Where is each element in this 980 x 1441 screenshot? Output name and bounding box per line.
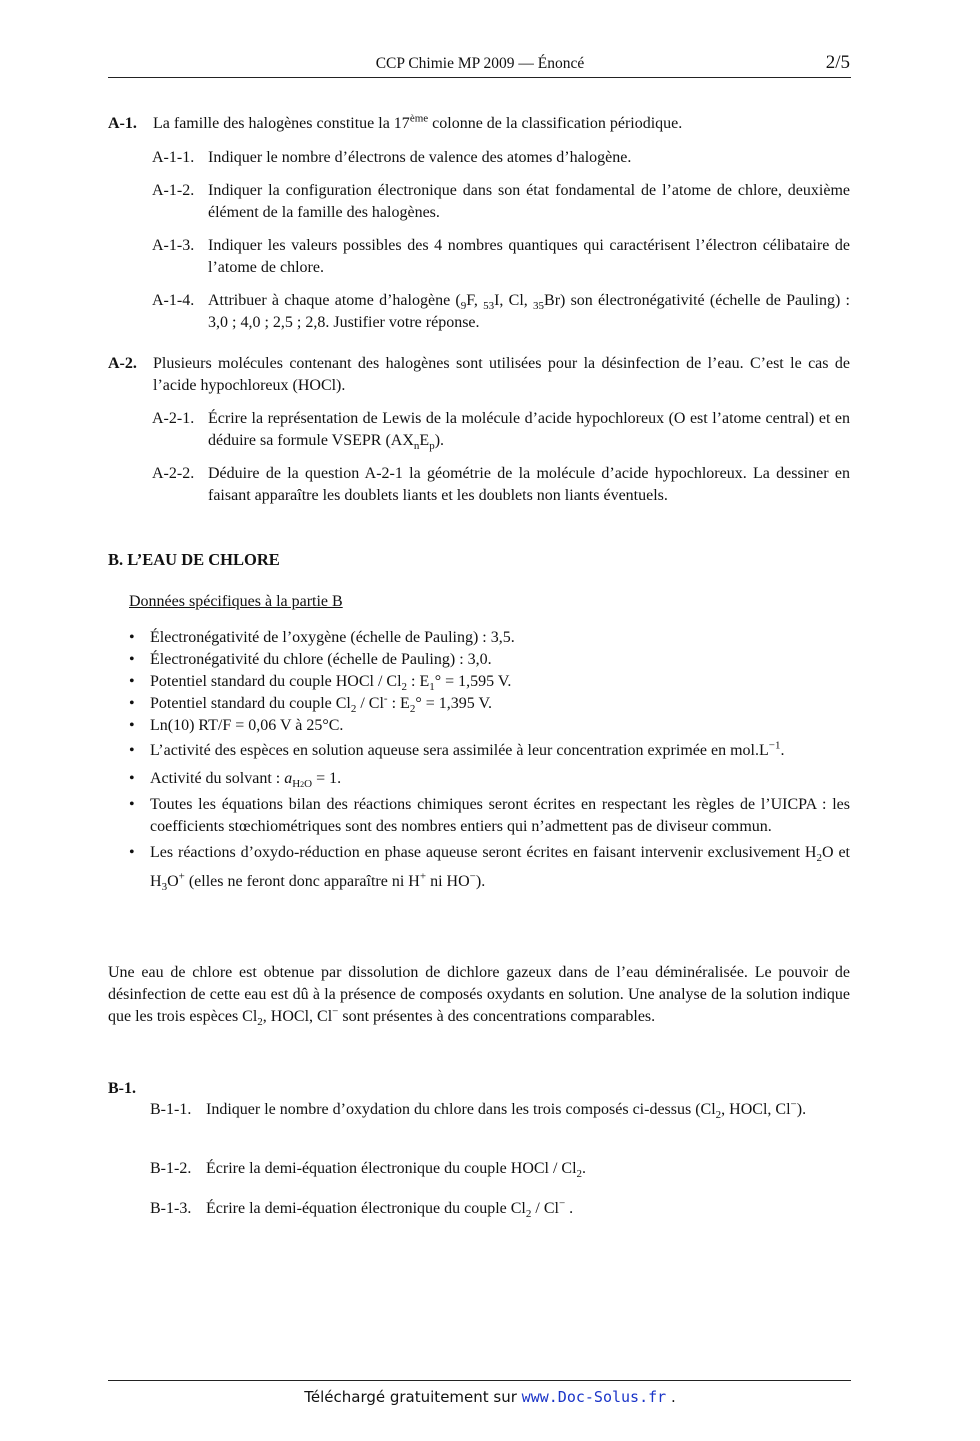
- question-label: A-1-4.: [152, 292, 195, 309]
- data-subtitle: Données spécifiques à la partie B: [129, 593, 343, 610]
- footer-link[interactable]: www.Doc-Solus.fr: [521, 1388, 667, 1406]
- question-text: Écrire la demi-équation électronique du couple $Cl_2 / Cl^-$ .: [206, 1197, 574, 1221]
- question-text: Attribuer à chaque atome d’halogène ($_9F$, $_{53}$I, Cl, $_{35}$Br) son électronégativité (échelle de Pauling) : 3,0 ; 4,0 ; 2,5 ; 2,8. Justifier votre réponse.: [208, 292, 850, 331]
- question-label: B-1-3.: [150, 1200, 192, 1217]
- question-text: Écrire la demi-équation électronique du couple HOCl / $Cl_2$.: [206, 1160, 587, 1181]
- question-a2: [108, 353, 850, 397]
- question-text: Déduire de la question A-2-1 la géométrie de la molécule d’acide hypochloreux. La dessiner en faisant apparaître les doublets liants et les doublets non liants éventuels.: [208, 465, 850, 504]
- question-b1-3: [150, 1198, 850, 1220]
- list-item: • Potentiel standard du couple $Cl_2 / Cl^-$ : $E_2^\circ = 1,395$ V.: [129, 693, 850, 715]
- question-label: B-1-2.: [150, 1160, 192, 1177]
- question-a1-1: [152, 147, 850, 169]
- question-b1-1: [150, 1097, 850, 1123]
- question-text: Plusieurs molécules contenant des halogènes sont utilisées pour la désinfection de l’eau. C’est le cas de l’acide hypochloreux (HOCl).: [153, 355, 850, 394]
- question-a1-3: [152, 235, 850, 279]
- footer-rule: [108, 1380, 851, 1381]
- question-a1-4: [152, 290, 850, 334]
- question-text: Indiquer le nombre d’électrons de valence des atomes d’halogène.: [208, 149, 632, 166]
- question-label: A-1-3.: [152, 237, 195, 254]
- list-item: • Activité du solvant : $a_{H2O} = 1$.: [129, 766, 850, 792]
- list-item: • Les réactions d’oxydo-réduction en phase aqueuse seront écrites en faisant intervenir exclusivement $H_2O$ et $H_3O^+$ (elles ne feront donc apparaître ni H+ ni HO−).: [129, 838, 850, 896]
- footer-text: Téléchargé gratuitement sur: [304, 1388, 522, 1406]
- section-title: B. L’EAU DE CHLORE: [108, 550, 280, 569]
- list-item: • L’activité des espèces en solution aqueuse sera assimilée à leur concentration exprimée en $mol.L^{-1}$.: [129, 737, 850, 764]
- question-label: A-1-1.: [152, 149, 195, 166]
- question-a2-1: [152, 408, 850, 452]
- header-rule: [108, 77, 851, 78]
- question-a1: [108, 113, 850, 135]
- question-a1-2: [152, 180, 850, 224]
- intro-paragraph: Une eau de chlore est obtenue par dissolution de dichlore gazeux dans de l’eau déminéralisée. Le pouvoir de désinfection de cette eau est dû à la présence de composés oxydants en solution. Une analyse de la solution indique que les trois espèces $Cl_2$, HOCl, Cl− sont présentes à des concentrations comparables.: [108, 964, 850, 1029]
- list-item: • Électronégativité de l’oxygène (échelle de Pauling) : 3,5.: [129, 627, 850, 649]
- question-label: A-1-2.: [152, 182, 195, 199]
- question-label: B-1-1.: [150, 1101, 192, 1118]
- question-text: Écrire la représentation de Lewis de la molécule d’acide hypochloreux (O est l’atome central) et en déduire sa formule VSEPR $(AX_nE_p)$.: [208, 410, 850, 453]
- list-item: • Toutes les équations bilan des réactions chimiques seront écrites en respectant les règles de l’UICPA : les coefficients stœchiométriques sont des nombres entiers qui n’admettent pas de diviseur commun.: [129, 794, 850, 838]
- question-label: A-2-2.: [152, 465, 195, 482]
- question-label: A-2.: [108, 355, 137, 372]
- data-list: [129, 627, 850, 896]
- list-item: • Électronégativité du chlore (échelle de Pauling) : 3,0.: [129, 649, 850, 671]
- question-b1-label: B-1.: [108, 1080, 136, 1097]
- question-text: Indiquer les valeurs possibles des 4 nombres quantiques qui caractérisent l’électron célibataire de l’atome de chlore.: [208, 237, 850, 276]
- question-text: Indiquer le nombre d’oxydation du chlore dans les trois composés ci-dessus ($Cl_2$, HOCl, Cl−).: [206, 1098, 807, 1122]
- list-item: • Potentiel standard du couple HOCl / $Cl_2$ : $E_1^\circ = 1,595$ V.: [129, 671, 850, 693]
- running-title: CCP Chimie MP 2009 — Énoncé: [375, 55, 585, 72]
- question-label: A-2-1.: [152, 410, 195, 427]
- footer: Téléchargé gratuitement sur www.Doc-Solus.fr .: [304, 1388, 676, 1406]
- question-a2-2: [152, 463, 850, 507]
- question-text: Indiquer la configuration électronique dans son état fondamental de l’atome de chlore, deuxième élément de la famille des halogènes.: [208, 182, 850, 221]
- page-number: 2/5: [825, 52, 850, 73]
- question-text: La famille des halogènes constitue la 17ème colonne de la classification périodique.: [153, 112, 683, 132]
- question-b1-2: [150, 1158, 850, 1180]
- list-item: • Ln(10) RT/F = 0,06 V à 25°C.: [129, 715, 850, 737]
- question-label: A-1.: [108, 115, 137, 132]
